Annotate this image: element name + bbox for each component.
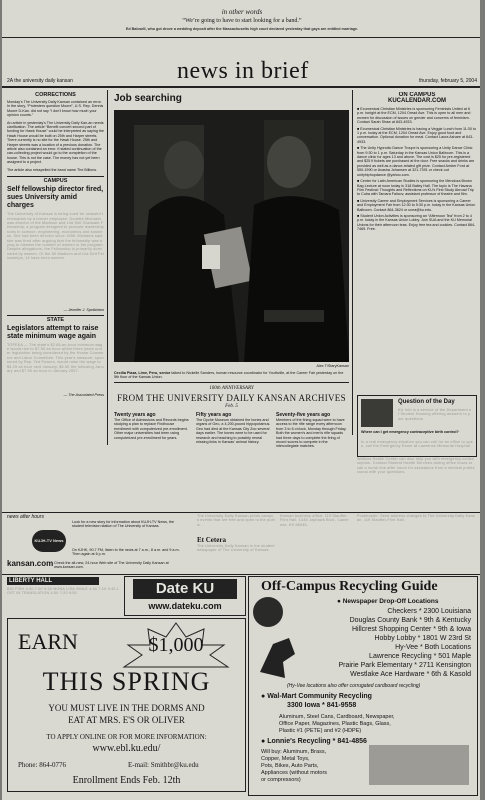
calendar-item: ■ Ecumenical Christian Ministries is having a Veggie Lunch from 11:30 to 1 p.m. today at the ECM, 1204 Oread Ave. Enjoy good food and conversation. Optional donation for meal. Contact Laura Ashare at 843-4933. xyxy=(357,126,477,144)
caption-text: talked to Nickelle Sanders, human resource coordinator for Youthville, at the Career Fair yesterday on the 5th floor of the Kansas Union. xyxy=(114,371,344,380)
question-prompt: Where can I get emergency contraceptive birth control? xyxy=(361,430,459,434)
recycling-guide-ad xyxy=(248,576,478,796)
correction-item: Monday's The University Daily Kansan contained an error. In the story, “Protesters question Moore”, U.S. Rep. Dennis Moore D-Kan. did not say “I don't know how much your opinion counts.” xyxy=(7,100,104,118)
kjhk-promo: On KJHK, 90.7 FM, listen to the news at 7 a.m., 8 a.m. and 9 a.m. Then again at 6 p.m. xyxy=(72,548,180,557)
calendar-item-text: Ecumenical Christian Ministries is sponsoring Feminists United at 6 p.m. tonight at the ECM, 1204 Oread Ave. This is open to all men and women for discussion of issues on gender and concerns of feminism. Contact Sarah Shaw at 843-4933. xyxy=(357,107,471,125)
earn-amount: $1,000 xyxy=(148,634,204,656)
archives-subtitle: Feb. 5 xyxy=(225,404,238,409)
dateku-url: www.dateku.com xyxy=(148,601,222,611)
archives-anniversary: 100th ANNIVERSARY xyxy=(209,386,254,391)
location-item: Douglas County Bank * 9th & Kentucky xyxy=(349,617,471,624)
walmart-items-line: Aluminum, Steel Cans, Cardboard, Newspaper, xyxy=(279,714,395,720)
lonnies-items-line: Appliances (without motors xyxy=(261,770,328,776)
archives-title: FROM THE UNIVERSITY DAILY KANSAN ARCHIVES xyxy=(117,393,346,403)
newspaper-page xyxy=(2,0,480,800)
question-answer: In a real emergency situation you can call for an office to open, call the Emergency Room at Lawrence Memorial Hospital. xyxy=(361,440,473,449)
lonnies-heading: ● Lonnie's Recycling * 841-4856 xyxy=(261,738,367,745)
earn-phone: Phone: 864-0776 xyxy=(18,761,67,769)
location-item: Hy-Vee * Both Locations xyxy=(395,644,471,651)
quote-attribution: Ed Balowill, who got drove a wedding deposit after the Massachusetts high court declared yesterday that gays are entitled marriage. xyxy=(125,27,359,31)
kansan-site-logo: kansan.com xyxy=(7,559,54,568)
walmart-items-line: Office Paper, Magazines, Plastic Bags, Glass, xyxy=(279,721,391,727)
photo-credit: Alex T/StaryKansan xyxy=(316,364,349,368)
caption-name: Cecilia Plaza, Lime, Peru, senior xyxy=(114,371,171,375)
kansan-promo: Check the all-new, 24-hour Web site of The University Daily Kansan at www.kansan.com. xyxy=(54,561,169,570)
calendar-item-text: Ecumenical Christian Ministries is having a Veggie Lunch from 11:30 to 1 p.m. today at the ECM, 1204 Oread Ave. Enjoy good food and conversation. Optional donation for meal. Contact Laura Ashare at 843-4933. xyxy=(357,126,477,144)
walmart-address: 3300 Iowa * 841-9558 xyxy=(287,702,357,709)
pull-quote: “We’re going to have to start looking for a band.” xyxy=(182,18,302,24)
state-body: TOPEKA — The state's $2.65-an-hour minimum wage would rise to $7.50 an hour within three years under legislation being considered by the House Commerce and Labor Committee. This year's measure, sponsored by Rep. Ted Powers, would raise the wage to $5.25 an hour next January, $6.50 the following January and $7.50 an hour in January 2007. xyxy=(7,342,104,373)
calendar-item: ■ University Career and Employment Services is sponsoring a Career and Employment Fair from 12:30 to 5:30 p.m. today in the Kansas Union Ballroom. Contact 864-3624 or ucea@ku.edu. xyxy=(357,198,476,212)
question-heading: Question of the Day xyxy=(398,399,455,405)
archives-col xyxy=(276,412,350,449)
earn-headline: THIS SPRING xyxy=(42,667,211,696)
et-cetera-block xyxy=(197,514,275,574)
archives-col xyxy=(114,412,192,440)
calendar-item: ■ Student Union Activities is sponsoring an “Afternoon Tea” from 2 to 4 p.m. today in the Kansas Union Lobby. Join SUA and the KU Memorial Unions for their afternoon teas. Enjoy free tea and cookies. Contact 864-7469. Free. xyxy=(357,213,476,232)
archives-col-text: The Dyche Museum obtained the bones and organs of Geo, a 4,200-pound hippopotamus. Geo had died at the Kansas City Zoo several days earlier. The bones were to be used for research and teaching to possibly reveal missing links in Kansas' animal history. xyxy=(196,418,271,445)
campus-body: The University of Kansas is being sued for unlawful termination by a former employee. Donette Michaels was director of the Madison and Lila Self Graduate Fellowship, a program designed to promote leadership roles in science, engineering, economics and business. She had been director since 1996. Michaels said she was fired after arguing that the fellowship was trying to dismiss the number of women in the program. Despite allegations, the Fellowship is primarily dominated by women. Of the 50 Madison and Lila Self Fellowships, 14 have been women. xyxy=(7,212,104,261)
location-list xyxy=(301,607,471,679)
archives-col-heading: Twenty years ago xyxy=(114,412,156,418)
calendar-item-text: Student Union Activities is sponsoring an “Afternoon Tea” from 2 to 4 p.m. today in the Kansas Union Lobby. Join SUA and the KU Memorial Unions for their afternoon teas. Enjoy free tea and cookies. Contact 864-7469. Free. xyxy=(357,213,476,232)
lonnies-items-line: Pots, Bikes, Auto Parts, xyxy=(261,763,319,769)
on-campus-sidebar xyxy=(357,92,477,392)
location-item: Checkers * 2300 Louisiana xyxy=(387,608,471,615)
question-logo-icon xyxy=(361,399,393,427)
location-item: Lawrence Recycling * 501 Maple xyxy=(369,653,471,660)
walmart-label: Wal-Mart Community Recycling xyxy=(267,693,372,700)
location-item: Hillcrest Shopping Center * 9th & Iowa xyxy=(351,626,471,633)
archives-col-text: Members of the fining squad were to have access to the rifle range every afternoon from 3 to 6 o'clock, Monday through Friday. Both the women's and men's rifle squads had three days to complete the firing of record scores to compete in the intercollegiate matches. xyxy=(276,418,347,449)
corrections-heading: CORRECTIONS xyxy=(35,92,76,98)
state-label: STATE xyxy=(7,315,104,323)
location-item: Prairie Park Elementary * 2711 Kensington xyxy=(338,662,471,669)
calendar-item: ■ Ecumenical Christian Ministries is sponsoring Feminists United at 6 p.m. tonight at the ECM, 1204 Oread Ave. This is open to all men and women for discussion of issues on gender and concerns of feminism. Contact Sarah Shaw at 843-4933. xyxy=(357,107,471,125)
question-intro: KU Info is a service of the Department of Student Housing offering answers to your questions. xyxy=(398,408,472,421)
kujh-promo: Look for a new story for information about KUJH-TV News, the student television station of The University of Kansas. xyxy=(72,520,175,529)
lonnies-items-line: Copper, Metal Toys, xyxy=(261,756,310,762)
lonnies-label: Lonnie's Recycling * 841-4856 xyxy=(267,738,367,745)
photo-caption xyxy=(114,371,349,380)
archives-col xyxy=(196,412,272,444)
state-byline: — The Associated Press xyxy=(63,392,104,397)
page-folio: 2A the university daily kansan xyxy=(7,78,73,84)
recycle-bin-icon xyxy=(253,597,283,627)
correction-item: The article also misspelled the band name The Billions. xyxy=(7,167,98,172)
et-cetera-col3: Postmaster: Send address changes to The University Daily Kansan, 119 Stauffer-Flint Hall. xyxy=(357,514,475,523)
et-cetera-heading: Et Cetera xyxy=(197,536,226,544)
left-column xyxy=(7,92,104,447)
et-cetera-text: The University Daily Kansan prints campus events that are free and open to the public. xyxy=(197,514,275,527)
campus-label: CAMPUS xyxy=(7,176,104,184)
page-date: thursday, february 5, 2004 xyxy=(419,78,477,84)
calendar-item: ■ Center for Latin American Studies is sponsoring the Mendoza Brown Bag Lecture at noon today in 318 Bailey Hall. The topic is The Havana Film Festival: Thoughts and Reflections on KU's First Study Abroad Trip to Cuba with Tamara Falicov, assistant professor of theatre and film. xyxy=(357,179,474,197)
recycling-section-heading: ● Newspaper Drop-Off Locations xyxy=(337,598,439,605)
liberty-hall-ad: LIBERTY HALL xyxy=(7,577,99,585)
dateku-ad xyxy=(124,576,246,616)
dateku-title: Date KU xyxy=(133,579,237,599)
calendar-item-text: The Unity Hypnotic Dance Troupe is sponsoring a Unity Dance Clinic from 9:30 to 1 p.m. Saturday in the Kansas Union Ballroom. This is a dance clinic for ages 13 and above. The cost is $25 for pre-registered and $25 if tickets are purchased at the door. Free snacks and drinks are provided as well as a dance-related gift prize. Contact Amber Ford at 550-1990 or Avasha Johansen at 321-7391 or check out unityhiphopdance @yahoo.com. xyxy=(357,146,475,177)
walmart-items-line: Plastic #1 (PETE) and #2 (HDPE) xyxy=(279,728,362,734)
et-cetera-col2: Kansan business office, 119 Stauffer-Flint Hall, 1435 Jayhawk Blvd., Lawrence, KS 66045. xyxy=(280,514,349,527)
question-of-the-day xyxy=(357,395,477,457)
news-after-hours-label: news after hours xyxy=(7,514,44,520)
calendar-item-text: Center for Latin American Studies is sponsoring the Mendoza Brown Bag Lecture at noon today in 318 Bailey Hall. The topic is The Havana Film Festival: Thoughts and Reflections on KU's First Study Abroad Trip to Cuba with Tamara Falicov, assistant professor of theatre and film. xyxy=(357,179,474,197)
location-item: Hobby Lobby * 1801 W 23rd St xyxy=(374,635,471,642)
state-headline: Legislators attempt to raise state minimum wage again xyxy=(7,324,99,340)
recycling-section-label: Newspaper Drop-Off Locations xyxy=(342,598,439,605)
walmart-heading: ● Wal-Mart Community Recycling xyxy=(261,693,372,700)
liberty-hall-listings: BIG FISH 4:30 7:00 9:30 MONA LISA SMILE 4:40 7:10 9:40 LOST IN TRANSLATION 4:50 7:20 9:50 xyxy=(7,587,120,596)
page-title: news in brief xyxy=(177,58,309,84)
et-cetera-body: The University Daily Kansan is the student newspaper of The University of Kansas. xyxy=(197,544,275,553)
calendar-item-text: University Career and Employment Services is sponsoring a Career and Employment Fair from 12:30 to 5:30 p.m. today in the Kansas Union Ballroom. Contact 864-3624 or ucea@ku.edu. xyxy=(357,198,476,212)
lonnies-items-line: or compressors) xyxy=(261,777,301,783)
kujh-logo: KUJH-TV News xyxy=(32,530,66,552)
earn-line2: EAT AT MRS. E'S OR OLIVER xyxy=(68,715,185,725)
archives-col-text: The Office of Admissions and Records begins studying a plan to replace Findhouse enrollment with computerized pre-enrollment. Other major universities had been using computerized pre-enrollment for years. xyxy=(114,418,189,440)
walmart-items xyxy=(279,714,395,735)
jayhawk-bird-icon xyxy=(255,632,297,682)
earn-apply: TO APPLY ONLINE OR FOR MORE INFORMATION: xyxy=(46,733,207,741)
campus-headline: Self fellowship director fired, sues University amid charges xyxy=(7,186,104,210)
campus-byline: — Jennifer J. Spotbinton xyxy=(63,308,104,313)
question-more: Watkins Health Center can also help you with emergency contraception. Contact Student Health Services during office hours or call a nurse line after hours for assistance from a medical professional with your questions. xyxy=(357,457,475,475)
photo-heading: Job searching xyxy=(114,93,182,104)
correction-item: An article in yesterday's The University Daily Kan-an needs clarification. The article “Benefit concert second part of funding for Hawk House” could be interpreted as saying the Hawk House would be built on 25th and Harper streets. There currently is no site for the Hawk House. 25th and Harper streets was a location of a previous donation. The article also contained an error. It stated continuation of the can-collecting project would go to the completion of the house. This is not the case. The money has not yet been assigned to a project. xyxy=(7,120,104,165)
job-fair-photo xyxy=(114,110,349,362)
earn-1000-ad xyxy=(7,618,246,792)
hyvee-note: (Hy-Vee locations also offer corrugated cardboard recycling) xyxy=(287,683,421,689)
earn-email[interactable]: E-mail: Smithbr@ku.edu xyxy=(128,761,199,769)
lonnies-items xyxy=(261,749,327,784)
on-campus-heading: ON CAMPUS xyxy=(398,92,436,98)
recycling-photo xyxy=(369,745,469,785)
earn-word: EARN xyxy=(18,629,78,654)
photo-figures-icon xyxy=(114,110,349,362)
calendar-item: ■ The Unity Hypnotic Dance Troupe is sponsoring a Unity Dance Clinic from 9:30 to 1 p.m. Saturday in the Kansas Union Ballroom. This is a dance clinic for ages 13 and above. The cost is $25 for pre-registered and $25 if tickets are purchased at the door. Free snacks and drinks are provided as well as a dance-related gift prize. Contact Amber Ford at 550-1990 or Avasha Johansen at 321-7391 or check out unityhiphopdance @yahoo.com. xyxy=(357,146,475,177)
archives-col-heading: Seventy-five years ago xyxy=(276,412,331,418)
archives-col-heading: Fifty years ago xyxy=(196,412,232,418)
location-item: Westlake Ace Hardware * 6th & Kasold xyxy=(350,671,471,678)
section-label: in other words xyxy=(221,8,263,16)
recycling-title: Off-Campus Recycling Guide xyxy=(261,579,438,594)
earn-line1: YOU MUST LIVE IN THE DORMS AND xyxy=(48,703,205,713)
earn-deadline: Enrollment Ends Feb. 12th xyxy=(72,775,181,786)
earn-url-link[interactable]: www.ebl.ku.edu/ xyxy=(92,743,161,754)
lonnies-items-line: Will buy: Aluminum, Brass, xyxy=(261,749,327,755)
calendar-site: KUCALENDAR.COM xyxy=(388,98,446,104)
